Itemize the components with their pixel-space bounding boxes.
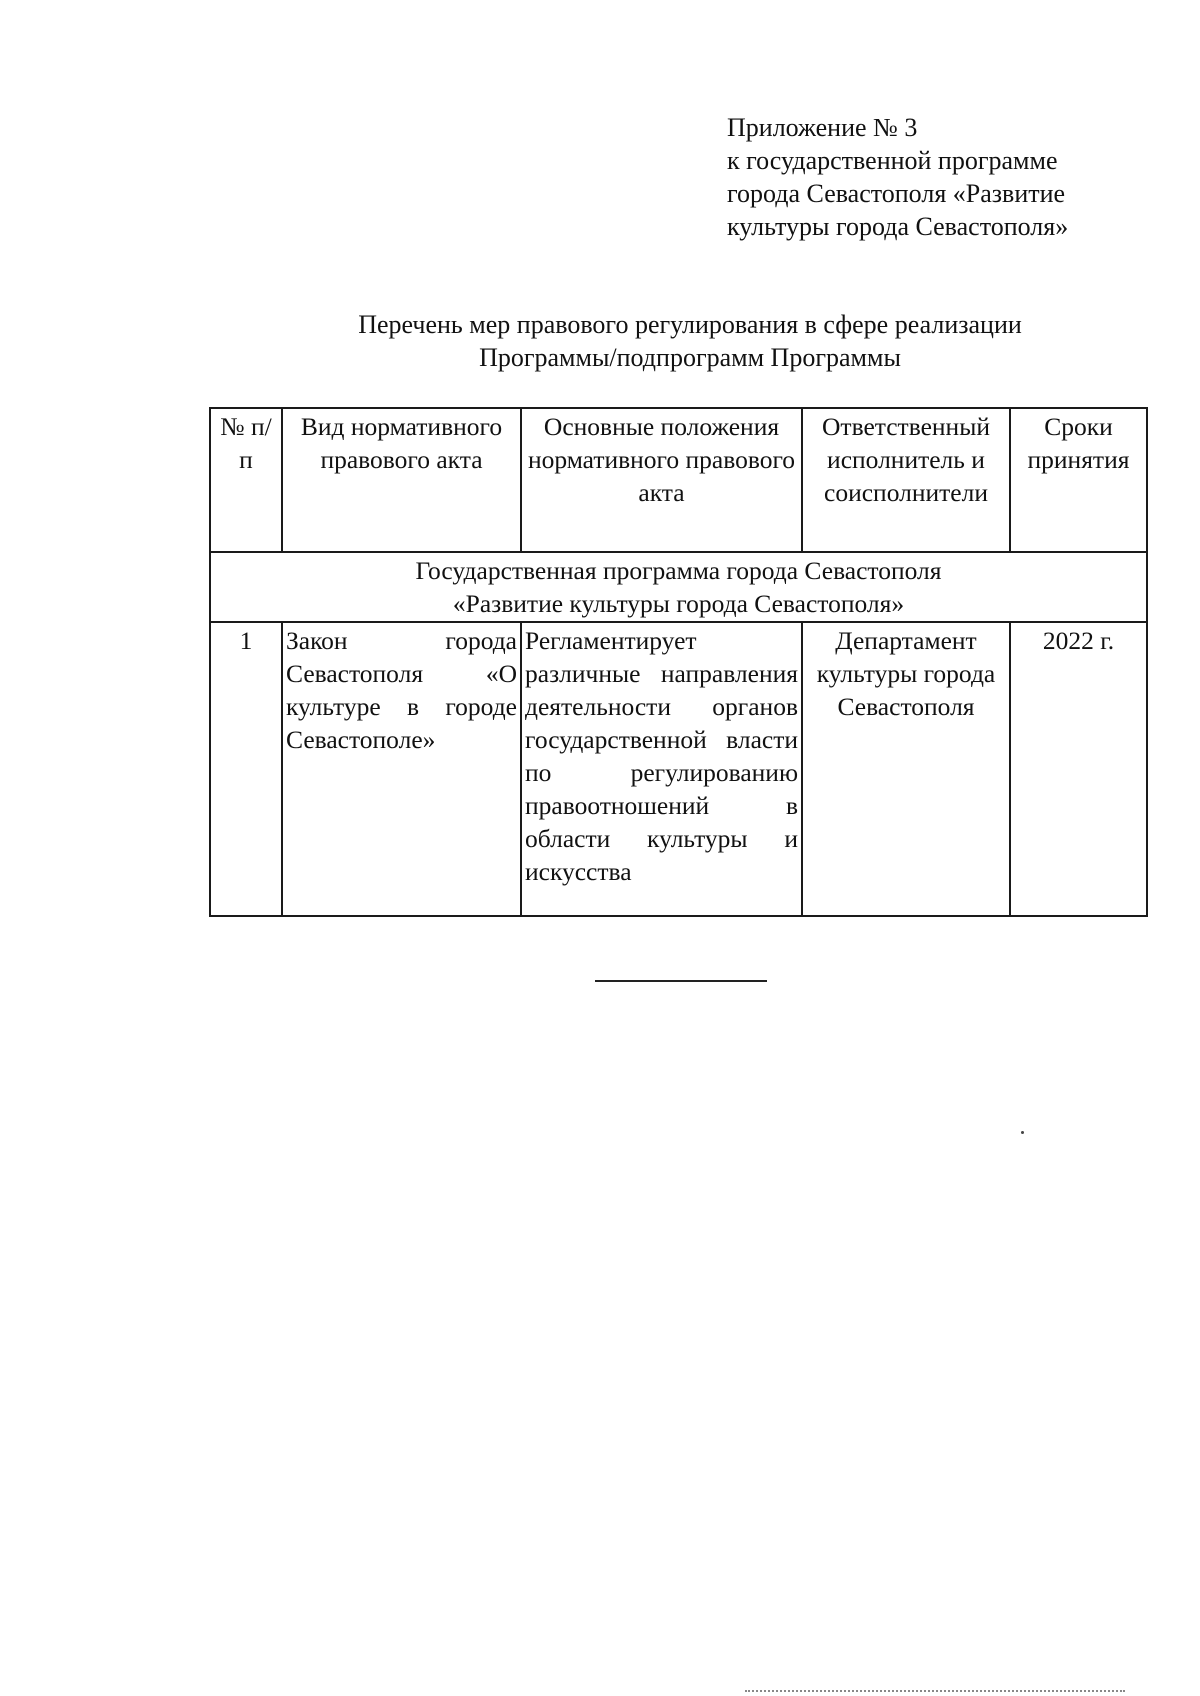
- annex-line: к государственной программе: [727, 146, 1058, 175]
- section-title: [210, 552, 1147, 622]
- annex-note: [727, 111, 1068, 243]
- scan-edge-marks: [745, 1690, 1125, 1692]
- header-act-type: Вид нормативного правового акта: [282, 408, 521, 552]
- header-responsible: Ответственный исполнитель и соисполнители: [802, 408, 1010, 552]
- header-number: № п/п: [210, 408, 282, 552]
- section-line: Государственная программа города Севастополя: [415, 556, 942, 585]
- table-header-row: [210, 408, 1147, 552]
- cell-provisions: Регламентирует различные направления деятельности органов государственной власти по регулированию правоотношений в области культуры и искусства: [521, 622, 802, 916]
- title-line: Программы/подпрограмм Программы: [479, 343, 901, 372]
- cell-responsible: Департамент культуры города Севастополя: [802, 622, 1010, 916]
- annex-line: Приложение № 3: [727, 113, 918, 142]
- header-provisions: Основные положения нормативного правового акта: [521, 408, 802, 552]
- document-title: [190, 308, 1190, 374]
- scan-speck: [1021, 1131, 1024, 1134]
- cell-deadline: 2022 г.: [1010, 622, 1147, 916]
- cell-number: 1: [210, 622, 282, 916]
- section-line: «Развитие культуры города Севастополя»: [452, 589, 905, 618]
- table-section-row: [210, 552, 1147, 622]
- closing-rule: [595, 980, 767, 982]
- table-row: [210, 622, 1147, 916]
- header-deadline: Сроки принятия: [1010, 408, 1147, 552]
- title-line: Перечень мер правового регулирования в сфере реализации: [358, 310, 1022, 339]
- annex-line: города Севастополя «Развитие: [727, 179, 1066, 208]
- cell-act-type: Закон города Севастополя «О культуре в городе Севастополе»: [282, 622, 521, 916]
- annex-line: культуры города Севастополя»: [727, 212, 1069, 241]
- measures-table: [209, 407, 1148, 917]
